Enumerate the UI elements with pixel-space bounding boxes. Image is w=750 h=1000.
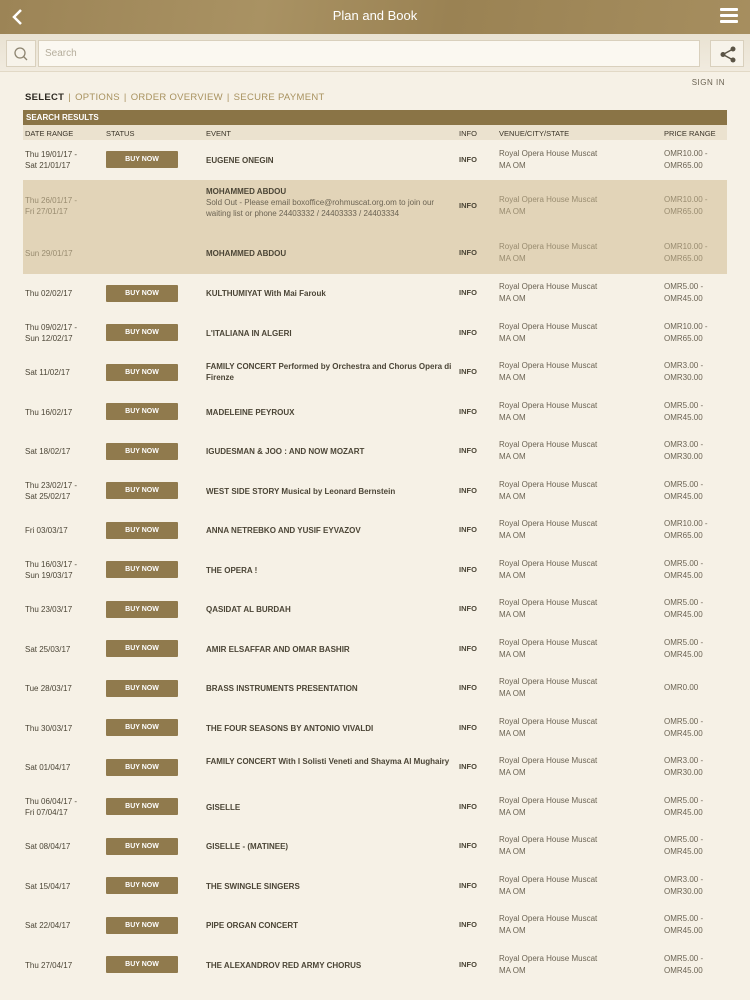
results-table (23, 140, 727, 985)
date-range: Thu 06/04/17 - Fri 07/04/17 (25, 796, 78, 817)
buy-now-button[interactable]: BUY NOW (106, 838, 178, 855)
step-options[interactable]: OPTIONS (75, 92, 120, 103)
price-range: OMR10.00 - OMR65.00 (664, 321, 708, 343)
event-name[interactable]: EUGENE ONEGIN (206, 155, 274, 165)
date-range: Sat 08/04/17 (25, 842, 71, 852)
venue: Royal Opera House Muscat MA OM (499, 400, 598, 422)
table-row (23, 313, 727, 353)
venue: Royal Opera House Muscat MA OM (499, 835, 598, 857)
table-row (23, 748, 727, 788)
info-link[interactable]: INFO (459, 683, 477, 693)
col-venue: VENUE/CITY/STATE (499, 129, 570, 138)
buy-now-button[interactable]: BUY NOW (106, 956, 178, 973)
date-range: Sat 15/04/17 (25, 881, 71, 891)
table-row (23, 787, 727, 827)
col-price: PRICE RANGE (664, 129, 716, 138)
price-range: OMR5.00 - OMR45.00 (664, 795, 704, 817)
date-range: Sat 18/02/17 (25, 447, 71, 457)
date-range: Thu 09/02/17 - Sun 12/02/17 (25, 322, 78, 343)
info-link[interactable]: INFO (459, 327, 477, 337)
table-row (23, 392, 727, 432)
event-name[interactable]: FAMILY CONCERT With I Solisti Veneti and Shayma Al Mughairy (206, 757, 450, 767)
venue: Royal Opera House Muscat MA OM (499, 519, 598, 541)
top-bar (0, 0, 750, 34)
sign-in-link[interactable]: SIGN IN (691, 78, 725, 87)
buy-now-button[interactable]: BUY NOW (106, 719, 178, 736)
info-link[interactable]: INFO (459, 604, 477, 614)
table-row (23, 708, 727, 748)
event-name[interactable]: WEST SIDE STORY Musical by Leonard Bernstein (206, 486, 396, 496)
info-link[interactable]: INFO (459, 841, 477, 851)
event-name[interactable]: THE FOUR SEASONS BY ANTONIO VIVALDI (206, 723, 374, 733)
info-link[interactable]: INFO (459, 446, 477, 456)
table-row (23, 471, 727, 511)
event-note: Sold Out - Please email boxoffice@rohmuscat.org.om to join our waiting list or phone 24403332 / 24403333 / 24403334 (206, 197, 435, 218)
venue: Royal Opera House Muscat MA OM (499, 914, 598, 936)
event-name[interactable]: KULTHUMIYAT With Mai Farouk (206, 289, 326, 299)
date-range: Tue 28/03/17 (25, 684, 72, 694)
price-range: OMR5.00 - OMR45.00 (664, 953, 704, 975)
col-event: EVENT (206, 129, 232, 138)
info-link[interactable]: INFO (459, 920, 477, 930)
venue: Royal Opera House Muscat MA OM (499, 558, 598, 580)
event-name[interactable]: PIPE ORGAN CONCERT (206, 921, 299, 931)
info-link[interactable]: INFO (459, 406, 477, 416)
buy-now-button[interactable]: BUY NOW (106, 680, 178, 697)
search-button[interactable] (6, 40, 36, 67)
date-range: Sat 01/04/17 (25, 763, 71, 773)
table-row (23, 233, 727, 274)
date-range: Thu 02/02/17 (25, 289, 73, 299)
buy-now-button[interactable]: BUY NOW (106, 522, 178, 539)
info-link[interactable]: INFO (459, 801, 477, 811)
buy-now-button[interactable]: BUY NOW (106, 601, 178, 618)
table-row (23, 550, 727, 590)
event-name[interactable]: MADELEINE PEYROUX (206, 407, 295, 417)
buy-now-button[interactable]: BUY NOW (106, 151, 178, 168)
event-name[interactable]: L'ITALIANA IN ALGERI (206, 328, 292, 338)
event-name[interactable]: GISELLE - (MATINEE) (206, 842, 289, 852)
price-range: OMR5.00 - OMR45.00 (664, 558, 704, 580)
buy-now-button[interactable]: BUY NOW (106, 324, 178, 341)
event-name[interactable]: THE ALEXANDROV RED ARMY CHORUS (206, 960, 362, 970)
price-range: OMR5.00 - OMR45.00 (664, 598, 704, 620)
venue: Royal Opera House Muscat MA OM (499, 716, 598, 738)
date-range: Fri 03/03/17 (25, 526, 68, 536)
table-row (23, 180, 727, 233)
venue: Royal Opera House Muscat MA OM (499, 148, 598, 170)
event-name[interactable]: ANNA NETREBKO AND YUSIF EYVAZOV (206, 526, 361, 536)
price-range: OMR5.00 - OMR45.00 (664, 914, 704, 936)
buy-now-button[interactable]: BUY NOW (106, 877, 178, 894)
price-range: OMR3.00 - OMR30.00 (664, 361, 704, 383)
date-range: Thu 23/03/17 (25, 605, 73, 615)
info-link[interactable]: INFO (459, 367, 477, 377)
info-link[interactable]: INFO (459, 959, 477, 969)
event-name[interactable]: GISELLE (206, 802, 241, 812)
event-name[interactable]: FAMILY CONCERT Performed by Orchestra and Chorus Opera di Firenze (206, 362, 452, 383)
venue: Royal Opera House Muscat MA OM (499, 598, 598, 620)
table-row (23, 140, 727, 180)
info-link[interactable]: INFO (459, 643, 477, 653)
price-range: OMR10.00 - OMR65.00 (664, 242, 708, 263)
date-range: Thu 16/03/17 - Sun 19/03/17 (25, 559, 78, 580)
info-link[interactable]: INFO (459, 564, 477, 574)
venue: Royal Opera House Muscat MA OM (499, 242, 598, 263)
checkout-steps: SELECT | OPTIONS | ORDER OVERVIEW | SECURE PAYMENT (25, 92, 325, 103)
date-range: Thu 23/02/17 - Sat 25/02/17 (25, 480, 78, 501)
column-headers (23, 125, 727, 140)
info-link[interactable]: INFO (459, 485, 477, 495)
venue: Royal Opera House Muscat MA OM (499, 321, 598, 343)
table-row (23, 274, 727, 314)
price-range: OMR5.00 - OMR45.00 (664, 282, 704, 304)
event-name[interactable]: IGUDESMAN & JOO : AND NOW MOZART (206, 447, 365, 457)
info-link[interactable]: INFO (459, 201, 477, 210)
buy-now-button[interactable]: BUY NOW (106, 364, 178, 381)
date-range: Thu 19/01/17 - Sat 21/01/17 (25, 149, 78, 170)
event-name[interactable]: THE OPERA ! (206, 565, 258, 575)
step-select[interactable]: SELECT (25, 92, 65, 103)
price-range: OMR5.00 - OMR45.00 (664, 479, 704, 501)
buy-now-button[interactable]: BUY NOW (106, 285, 178, 302)
venue: Royal Opera House Muscat MA OM (499, 195, 598, 216)
price-range: OMR0.00 (664, 683, 699, 693)
price-range: OMR10.00 - OMR65.00 (664, 148, 708, 170)
date-range: Thu 26/01/17 - Fri 27/01/17 (25, 196, 78, 216)
event-name[interactable]: MOHAMMED ABDOU (206, 249, 287, 258)
venue: Royal Opera House Muscat MA OM (499, 874, 598, 896)
share-icon (711, 41, 745, 68)
info-link[interactable]: INFO (459, 880, 477, 890)
search-icon (7, 41, 37, 68)
table-row (23, 432, 727, 472)
search-results (23, 110, 727, 985)
price-range: OMR5.00 - OMR45.00 (664, 716, 704, 738)
col-date: DATE RANGE (25, 129, 74, 138)
price-range: OMR5.00 - OMR45.00 (664, 637, 704, 659)
price-range: OMR10.00 - OMR65.00 (664, 519, 708, 541)
event-name[interactable]: MOHAMMED ABDOU Sold Out - Please email boxoffice@rohmuscat.org.om to join our waiting list or phone 24403332 / 24403333 / 24403334 (206, 186, 456, 219)
venue: Royal Opera House Muscat MA OM (499, 479, 598, 501)
date-range: Thu 16/02/17 (25, 407, 73, 417)
venue: Royal Opera House Muscat MA OM (499, 440, 598, 462)
info-link[interactable]: INFO (459, 525, 477, 535)
price-range: OMR3.00 - OMR30.00 (664, 440, 704, 462)
table-row (23, 669, 727, 709)
price-range: OMR5.00 - OMR45.00 (664, 400, 704, 422)
info-link[interactable]: INFO (459, 154, 477, 164)
info-link[interactable]: INFO (459, 762, 477, 772)
event-name[interactable]: THE SWINGLE SINGERS (206, 881, 300, 891)
buy-now-button[interactable]: BUY NOW (106, 640, 178, 657)
event-name[interactable]: BRASS INSTRUMENTS PRESENTATION (206, 684, 358, 694)
venue: Royal Opera House Muscat MA OM (499, 637, 598, 659)
step-order-overview[interactable]: ORDER OVERVIEW (130, 92, 223, 103)
col-status: STATUS (106, 129, 135, 138)
buy-now-button[interactable]: BUY NOW (106, 759, 178, 776)
price-range: OMR10.00 - OMR65.00 (664, 195, 708, 216)
table-row (23, 945, 727, 985)
share-button[interactable] (710, 40, 744, 67)
date-range: Thu 27/04/17 (25, 960, 73, 970)
date-range: Sun 29/01/17 (25, 249, 73, 258)
buy-now-button[interactable]: BUY NOW (106, 917, 178, 934)
date-range: Sat 11/02/17 (25, 368, 70, 378)
col-info: INFO (459, 129, 477, 138)
info-link[interactable]: INFO (459, 722, 477, 732)
search-bar (0, 34, 750, 72)
price-range: OMR3.00 - OMR30.00 (664, 756, 704, 778)
table-row (23, 629, 727, 669)
page-title: Plan and Book (332, 8, 418, 23)
buy-now-button[interactable]: BUY NOW (106, 561, 178, 578)
results-title: SEARCH RESULTS (23, 110, 727, 125)
date-range: Sat 25/03/17 (25, 644, 71, 654)
buy-now-button[interactable]: BUY NOW (106, 403, 178, 420)
venue: Royal Opera House Muscat MA OM (499, 756, 598, 778)
table-row (23, 353, 727, 393)
table-row (23, 866, 727, 906)
buy-now-button[interactable]: BUY NOW (106, 443, 178, 460)
date-range: Thu 30/03/17 (25, 723, 73, 733)
price-range: OMR5.00 - OMR45.00 (664, 835, 704, 857)
event-name[interactable]: QASIDAT AL BURDAH (206, 605, 291, 615)
table-row (23, 827, 727, 867)
venue: Royal Opera House Muscat MA OM (499, 795, 598, 817)
venue: Royal Opera House Muscat MA OM (499, 282, 598, 304)
buy-now-button[interactable]: BUY NOW (106, 798, 178, 815)
table-row (23, 590, 727, 630)
menu-icon[interactable] (720, 8, 738, 24)
venue: Royal Opera House Muscat MA OM (499, 361, 598, 383)
search-input[interactable] (38, 40, 700, 67)
venue: Royal Opera House Muscat MA OM (499, 677, 598, 699)
event-name[interactable]: AMIR ELSAFFAR AND OMAR BASHIR (206, 644, 350, 654)
info-link[interactable]: INFO (459, 248, 477, 257)
info-link[interactable]: INFO (459, 288, 477, 298)
date-range: Sat 22/04/17 (25, 921, 71, 931)
venue: Royal Opera House Muscat MA OM (499, 953, 598, 975)
buy-now-button[interactable]: BUY NOW (106, 482, 178, 499)
price-range: OMR3.00 - OMR30.00 (664, 874, 704, 896)
step-secure-payment[interactable]: SECURE PAYMENT (233, 92, 325, 103)
table-row (23, 511, 727, 551)
table-row (23, 906, 727, 946)
